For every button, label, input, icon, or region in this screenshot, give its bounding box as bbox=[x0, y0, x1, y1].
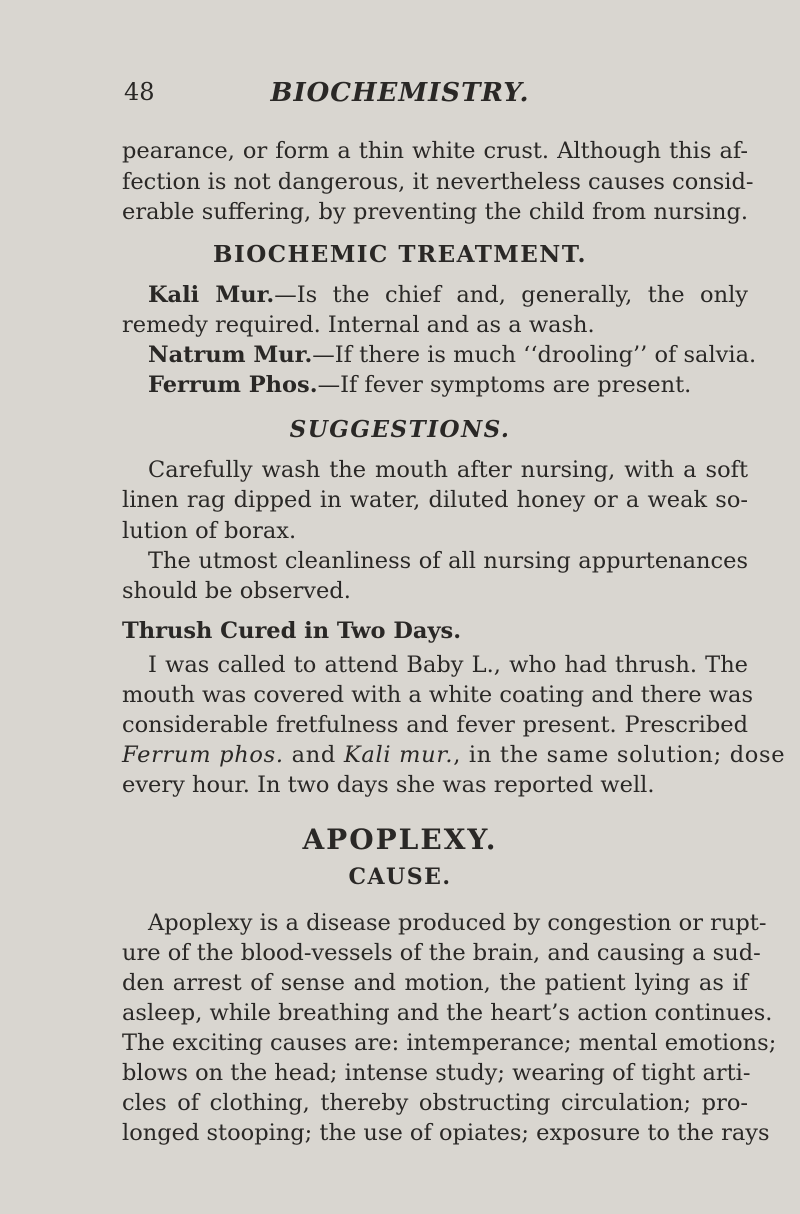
text-line: erable suffering, by preventing the child from nursing. bbox=[122, 199, 748, 225]
remedy-kali bbox=[148, 284, 748, 307]
remedy-name: Ferrum Phos. bbox=[148, 372, 318, 398]
text-line: considerable fretfulness and fever present. Prescribed bbox=[122, 712, 748, 738]
text-line bbox=[122, 744, 785, 767]
text-line: longed stooping; the use of opiates; exposure to the rays bbox=[122, 1120, 770, 1146]
text-line: every hour. In two days she was reported well. bbox=[122, 772, 655, 798]
text-line: lution of borax. bbox=[122, 518, 297, 544]
remedy-ferrum bbox=[148, 374, 691, 397]
remedy-natrum bbox=[148, 342, 757, 368]
text-line: ure of the blood-vessels of the brain, and causing a sud- bbox=[122, 940, 761, 966]
text-line: The utmost cleanliness of all nursing appurtenances bbox=[148, 548, 748, 574]
text-line: fection is not dangerous, it nevertheless causes consid- bbox=[122, 169, 754, 195]
text-line: should be observed. bbox=[122, 578, 351, 604]
remedy-text: —If fever symptoms are present. bbox=[317, 372, 692, 398]
remedy-italic: Ferrum phos. bbox=[122, 742, 284, 768]
text-line: den arrest of sense and motion, the patient lying as if bbox=[122, 970, 748, 996]
section-heading-treatment: BIOCHEMIC TREATMENT. bbox=[213, 241, 587, 268]
text-line: asleep, while breathing and the heart’s action continues. bbox=[122, 1000, 773, 1026]
chapter-heading-apoplexy: APOPLEXY. bbox=[302, 823, 498, 856]
text-line: blows on the head; intense study; wearing of tight arti- bbox=[122, 1060, 751, 1086]
running-title: BIOCHEMISTRY. bbox=[270, 78, 530, 108]
text-line: cles of clothing, thereby obstructing circulation; pro- bbox=[122, 1090, 748, 1116]
text-line: Carefully wash the mouth after nursing, with a soft bbox=[148, 457, 748, 483]
page-number: 48 bbox=[124, 78, 155, 106]
section-heading-suggestions: SUGGESTIONS. bbox=[289, 416, 511, 443]
remedy-text: —Is the chief and, generally, the only bbox=[274, 282, 748, 308]
section-heading-cause: CAUSE. bbox=[348, 864, 452, 890]
text-line: The exciting causes are: intemperance; mental emotions; bbox=[122, 1030, 777, 1056]
text-line: mouth was covered with a white coating and there was bbox=[122, 682, 753, 708]
text-fragment: , in the same solution; dose bbox=[453, 742, 786, 768]
text-line: pearance, or form a thin white crust. Although this af- bbox=[122, 138, 748, 164]
remedy-name: Kali Mur. bbox=[148, 282, 275, 308]
remedy-italic: Kali mur. bbox=[343, 742, 454, 768]
remedy-name: Natrum Mur. bbox=[148, 342, 313, 368]
text-line: Apoplexy is a disease produced by congestion or rupt- bbox=[148, 910, 767, 936]
case-title: Thrush Cured in Two Days. bbox=[122, 618, 462, 644]
text-line: linen rag dipped in water, diluted honey or a weak so- bbox=[122, 487, 748, 513]
text-fragment: and bbox=[283, 742, 344, 768]
text-line: remedy required. Internal and as a wash. bbox=[122, 312, 595, 338]
remedy-text: —If there is much ‘‘drooling’’ of salvia. bbox=[312, 342, 757, 368]
text-line: I was called to attend Baby L., who had thrush. The bbox=[148, 652, 748, 678]
